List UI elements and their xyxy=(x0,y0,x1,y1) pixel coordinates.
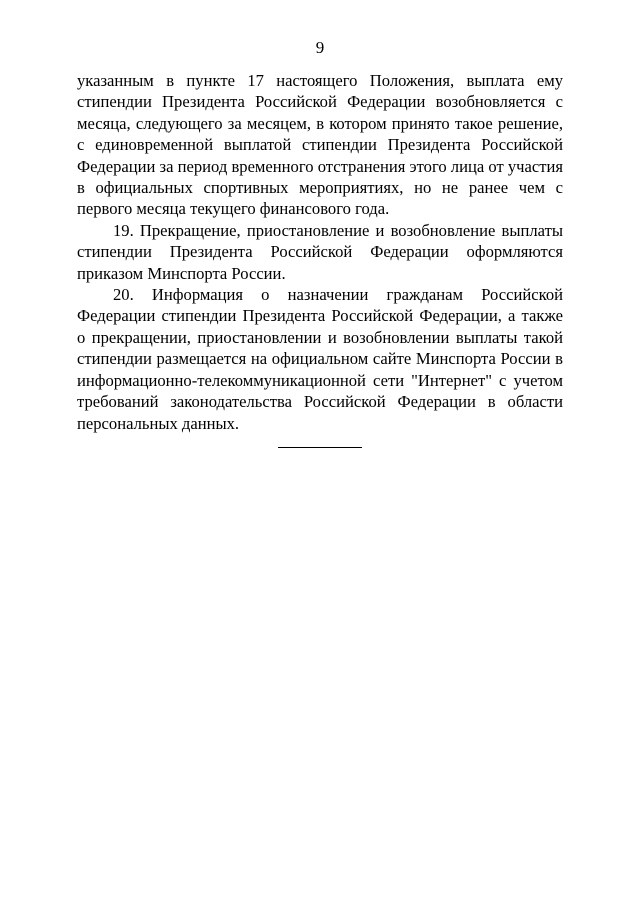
paragraph-19: 19. Прекращение, приостановление и возобновление выплаты стипендии Президента Российской Федерации оформляются приказом Минспорта России. xyxy=(77,220,563,283)
paragraph-continuation: указанным в пункте 17 настоящего Положения, выплата ему стипендии Президента Российской Федерации возобновляется с месяца, следующего за месяцем, в котором принято такое решение, с единовременной выплатой стипендии Президента Российской Федерации за период временного отстранения этого лица от участия в официальных спортивных мероприятиях, но не ранее чем с первого месяца текущего финансового года. xyxy=(77,71,563,219)
page-number: 9 xyxy=(315,38,325,57)
paragraph-20: 20. Информация о назначении гражданам Российской Федерации стипендии Президента Российской Федерации, а также о прекращении, приостановлении и возобновлении выплаты такой стипендии размещается на официальном сайте Минспорта России в информационно-телекоммуникационной сети "Интернет" с учетом требований законодательства Российской Федерации в области персональных данных. xyxy=(77,285,563,433)
end-separator-line xyxy=(278,447,362,448)
document-body xyxy=(77,70,563,434)
